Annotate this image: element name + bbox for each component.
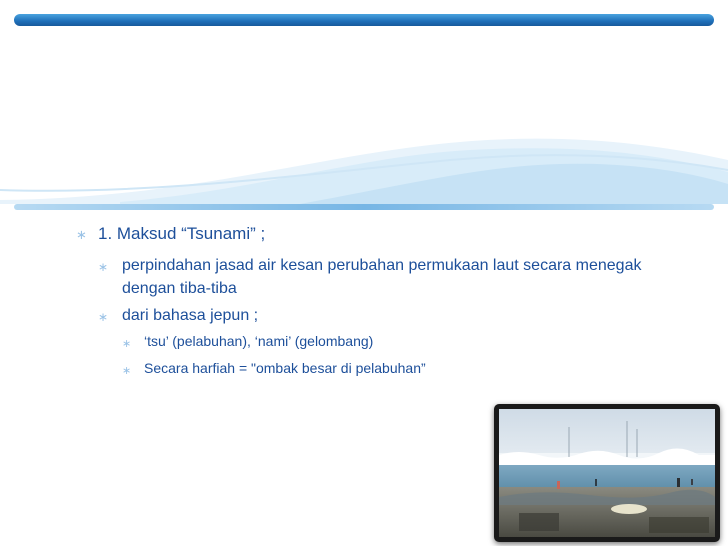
bullet-level1-tsunami-heading — [76, 222, 656, 246]
bullet-text: ‘tsu’ (pelabuhan), ‘nami’ (gelombang) — [144, 333, 374, 349]
bullet-marker: ∗ — [122, 364, 132, 377]
bullet-text: perpindahan jasad air kesan perubahan permukaan laut secara menegak dengan tiba-tiba — [122, 257, 642, 297]
bullet-level3-meaning — [122, 331, 656, 352]
bullet-level2-definition — [98, 254, 656, 300]
bullet-level2-origin — [98, 304, 656, 327]
divider-bar — [14, 204, 714, 210]
bullet-list — [76, 222, 656, 385]
bullet-text: 1. Maksud “Tsunami” ; — [98, 224, 266, 243]
tsunami-beach-photo — [499, 409, 715, 537]
bullet-text: dari bahasa jepun ; — [122, 307, 259, 324]
bullet-marker: ∗ — [98, 310, 109, 324]
bullet-marker: ∗ — [98, 260, 109, 274]
tsunami-photo-frame — [494, 404, 720, 542]
bullet-marker: ∗ — [76, 228, 87, 243]
bullet-marker: ∗ — [122, 337, 132, 350]
bullet-text: Secara harfiah = "ombak besar di pelabuhan” — [144, 360, 426, 376]
bullet-level3-literal — [122, 358, 656, 379]
title-accent-bar — [14, 14, 714, 26]
